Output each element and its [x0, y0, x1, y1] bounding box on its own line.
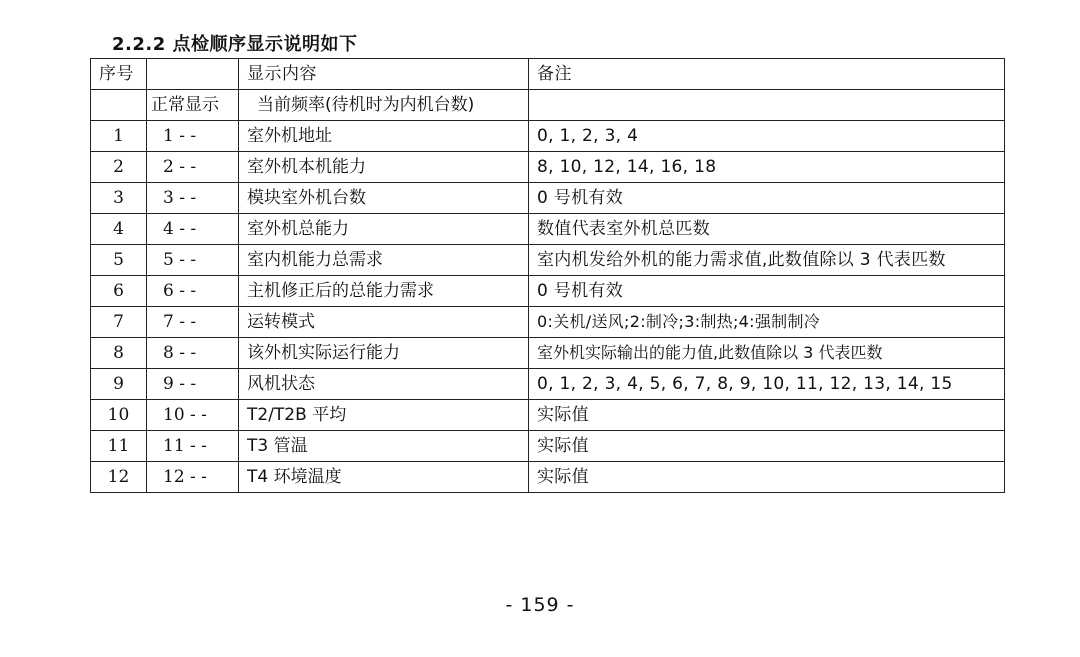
- row-index: 4: [91, 214, 147, 245]
- table-row: [91, 307, 1005, 338]
- row-note: 0 号机有效: [529, 183, 1005, 214]
- row-content: 室外机总能力: [239, 214, 529, 245]
- row-index: 2: [91, 152, 147, 183]
- row-code: 12 - -: [147, 462, 239, 493]
- row-content: 主机修正后的总能力需求: [239, 276, 529, 307]
- row-note: 0:关机/送风;2:制冷;3:制热;4:强制制冷: [529, 307, 1005, 338]
- row-content: T3 管温: [239, 431, 529, 462]
- header-index: 序号: [91, 59, 147, 90]
- row-index: 8: [91, 338, 147, 369]
- row-index: 7: [91, 307, 147, 338]
- table-row: [91, 462, 1005, 493]
- row-content: 该外机实际运行能力: [239, 338, 529, 369]
- row-note: 室内机发给外机的能力需求值,此数值除以 3 代表匹数: [529, 245, 1005, 276]
- section-title: 2.2.2 点检顺序显示说明如下: [112, 34, 358, 55]
- row-note: 实际值: [529, 431, 1005, 462]
- row-note: 室外机实际输出的能力值,此数值除以 3 代表匹数: [529, 338, 1005, 369]
- table-row: [91, 338, 1005, 369]
- page-number: - 159 -: [505, 594, 575, 616]
- row-code: 11 - -: [147, 431, 239, 462]
- table-row: [91, 121, 1005, 152]
- row-note: 0, 1, 2, 3, 4: [529, 121, 1005, 152]
- table-row: [91, 276, 1005, 307]
- row-code: 7 - -: [147, 307, 239, 338]
- row-index: 11: [91, 431, 147, 462]
- row-note: 实际值: [529, 462, 1005, 493]
- table-row: [91, 183, 1005, 214]
- normal-code: 正常显示: [147, 90, 239, 121]
- row-index: 12: [91, 462, 147, 493]
- row-code: 5 - -: [147, 245, 239, 276]
- table-row: [91, 214, 1005, 245]
- row-index: 6: [91, 276, 147, 307]
- row-code: 2 - -: [147, 152, 239, 183]
- row-content: 运转模式: [239, 307, 529, 338]
- row-content: 室外机本机能力: [239, 152, 529, 183]
- row-content: 室外机地址: [239, 121, 529, 152]
- row-index: 9: [91, 369, 147, 400]
- row-index: 5: [91, 245, 147, 276]
- table-row: [91, 400, 1005, 431]
- header-content: 显示内容: [239, 59, 529, 90]
- row-note: 数值代表室外机总匹数: [529, 214, 1005, 245]
- row-note: 0, 1, 2, 3, 4, 5, 6, 7, 8, 9, 10, 11, 12, 13, 14, 15: [529, 369, 1005, 400]
- table-row: [91, 369, 1005, 400]
- row-content: 室内机能力总需求: [239, 245, 529, 276]
- row-content: 风机状态: [239, 369, 529, 400]
- row-index: 1: [91, 121, 147, 152]
- normal-content: 当前频率(待机时为内机台数): [239, 90, 529, 121]
- header-note: 备注: [529, 59, 1005, 90]
- row-index: 10: [91, 400, 147, 431]
- row-code: 6 - -: [147, 276, 239, 307]
- row-note: 8, 10, 12, 14, 16, 18: [529, 152, 1005, 183]
- row-note: 实际值: [529, 400, 1005, 431]
- row-code: 1 - -: [147, 121, 239, 152]
- header-code: [147, 59, 239, 90]
- table-row: [91, 431, 1005, 462]
- table-row: [91, 245, 1005, 276]
- normal-index: [91, 90, 147, 121]
- row-code: 8 - -: [147, 338, 239, 369]
- table-row: [91, 152, 1005, 183]
- normal-note: [529, 90, 1005, 121]
- row-index: 3: [91, 183, 147, 214]
- row-code: 4 - -: [147, 214, 239, 245]
- row-code: 3 - -: [147, 183, 239, 214]
- check-sequence-table: [90, 58, 1005, 493]
- row-note: 0 号机有效: [529, 276, 1005, 307]
- normal-display-row: [91, 90, 1005, 121]
- row-code: 9 - -: [147, 369, 239, 400]
- row-content: T4 环境温度: [239, 462, 529, 493]
- table-header-row: [91, 59, 1005, 90]
- row-content: T2/T2B 平均: [239, 400, 529, 431]
- row-content: 模块室外机台数: [239, 183, 529, 214]
- row-code: 10 - -: [147, 400, 239, 431]
